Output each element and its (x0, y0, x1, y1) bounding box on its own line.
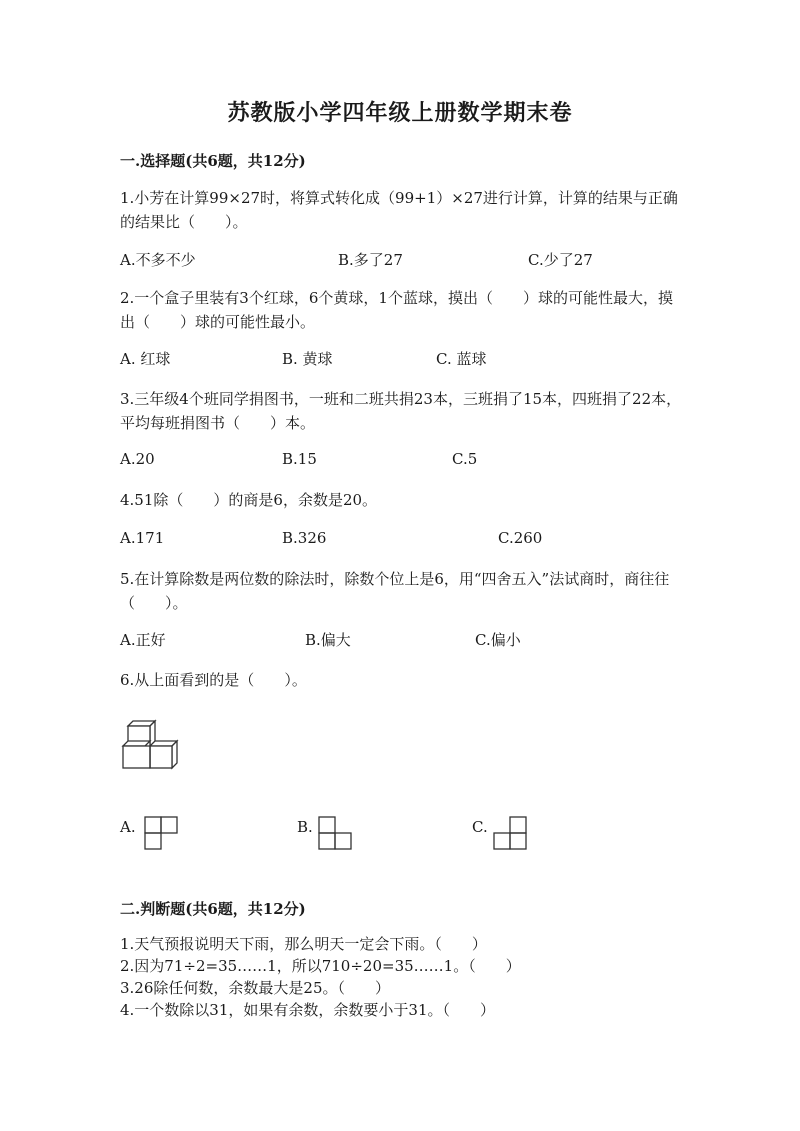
section-heading-judgment: 二.判断题(共6题，共12分) (120, 900, 306, 918)
top-view-shape-a[interactable] (144, 816, 178, 850)
judgment-item-1: 1.天气预报说明天下雨，那么明天一定会下雨。（ ） (120, 935, 487, 953)
page-title: 苏教版小学四年级上册数学期末卷 (227, 100, 573, 126)
question-5-option-a[interactable]: A.正好 (120, 631, 166, 649)
question-6-option-c[interactable]: C. (472, 818, 488, 836)
question-1-option-c[interactable]: C.少了27 (528, 251, 593, 269)
question-6-option-b[interactable]: B. (297, 818, 313, 836)
question-6-option-a[interactable]: A. (120, 818, 136, 836)
question-4-option-b[interactable]: B.326 (282, 529, 327, 547)
question-6-stem: 6.从上面看到的是（ ）。 (120, 671, 307, 689)
top-view-shape-b[interactable] (318, 816, 352, 850)
question-2-option-b[interactable]: B. 黄球 (282, 350, 333, 368)
question-2-option-a[interactable]: A. 红球 (120, 350, 171, 368)
top-view-shape-c[interactable] (493, 816, 527, 850)
judgment-item-4: 4.一个数除以31，如果有余数，余数要小于31。（ ） (120, 1001, 495, 1019)
question-4-stem: 4.51除（ ）的商是6，余数是20。 (120, 491, 378, 509)
question-1-option-a[interactable]: A.不多不少 (120, 251, 196, 269)
judgment-item-2: 2.因为71÷2=35……1，所以710÷20=35……1。（ ） (120, 957, 521, 975)
judgment-item-3: 3.26除任何数，余数最大是25。（ ） (120, 979, 390, 997)
question-5-option-c[interactable]: C.偏小 (475, 631, 521, 649)
question-4-option-a[interactable]: A.171 (120, 529, 165, 547)
question-3-option-a[interactable]: A.20 (120, 450, 155, 468)
section-heading-choice: 一.选择题(共6题，共12分) (120, 152, 306, 170)
question-1-stem: 1.小芳在计算99×27时，将算式转化成（99+1）×27进行计算，计算的结果与正确的结果比（ ）。 (120, 189, 678, 231)
question-5-stem: 5.在计算除数是两位数的除法时，除数个位上是6，用“四舍五入”法试商时，商往往（ ）。 (120, 570, 670, 612)
question-1-option-b[interactable]: B.多了27 (338, 251, 403, 269)
question-3-option-b[interactable]: B.15 (282, 450, 317, 468)
cube-stack-figure (118, 718, 184, 772)
question-3-option-c[interactable]: C.5 (452, 450, 478, 468)
question-4-option-c[interactable]: C.260 (498, 529, 543, 547)
question-3-stem: 3.三年级4个班同学捐图书，一班和二班共捐23本，三班捐了15本，四班捐了22本，平均每班捐图书（ ）本。 (120, 390, 682, 432)
question-2-stem: 2.一个盒子里装有3个红球，6个黄球，1个蓝球，摸出（ ）球的可能性最大，摸出（ ）球的可能性最小。 (120, 289, 673, 331)
question-5-option-b[interactable]: B.偏大 (305, 631, 351, 649)
question-2-option-c[interactable]: C. 蓝球 (436, 350, 487, 368)
